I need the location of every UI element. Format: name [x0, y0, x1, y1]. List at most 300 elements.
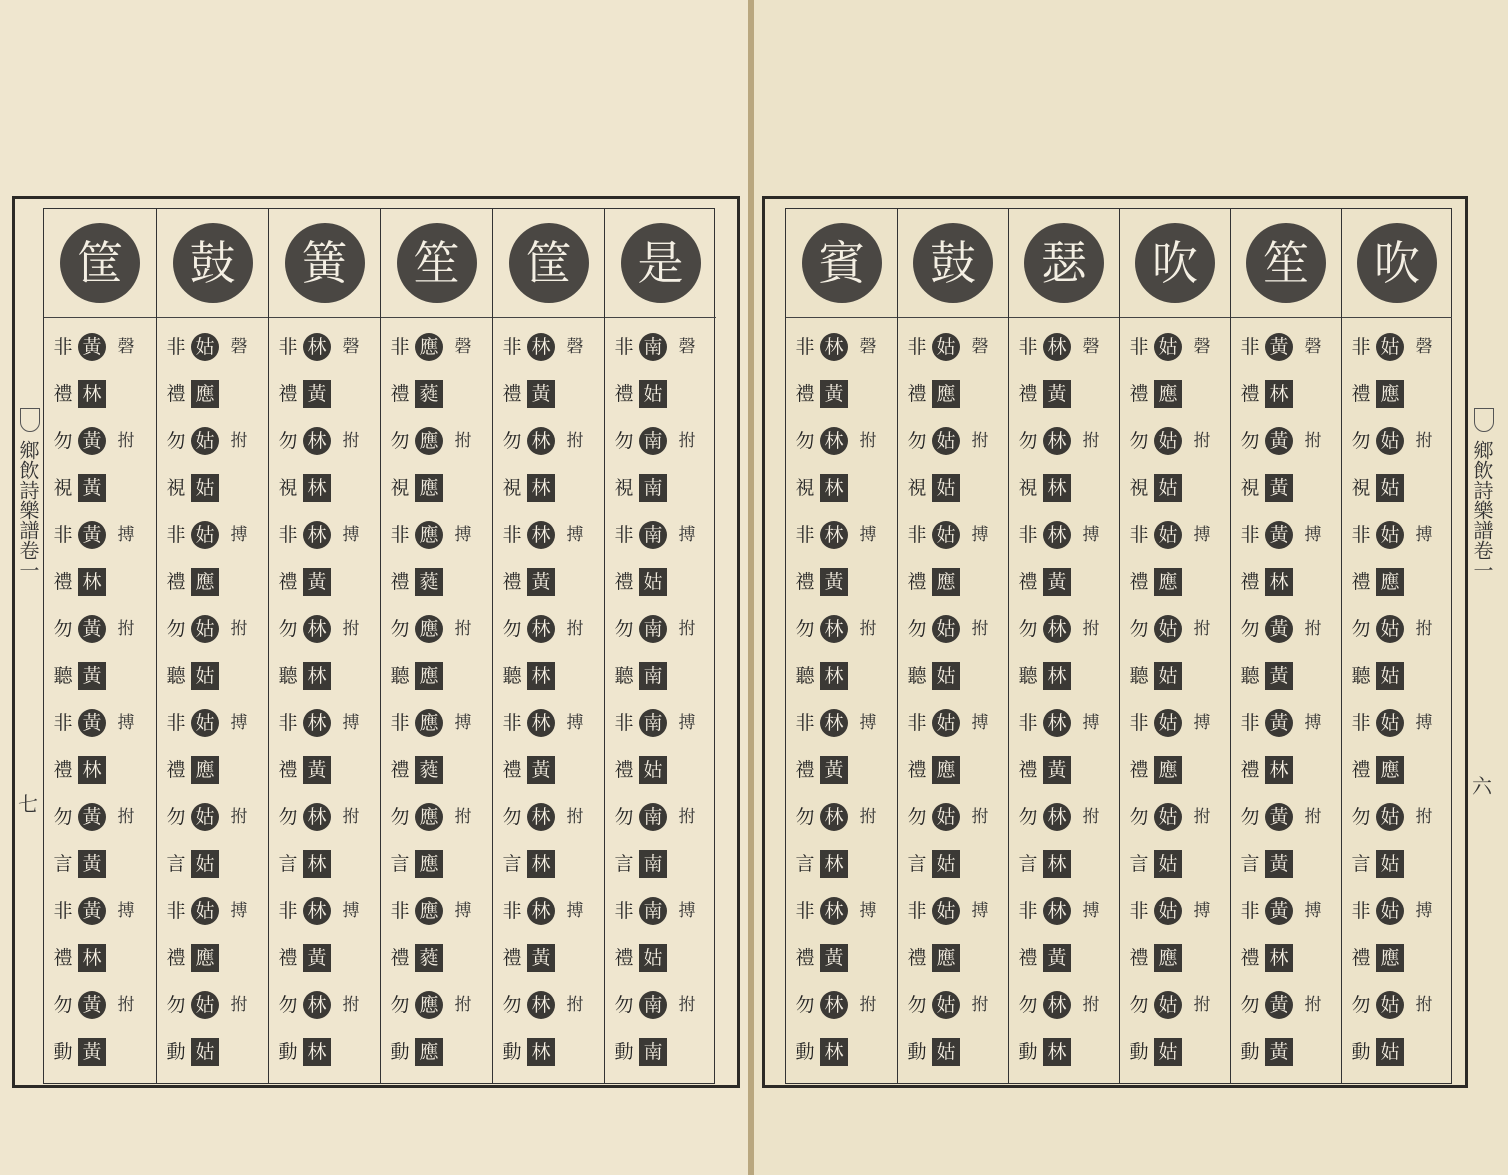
- score-row: [605, 744, 717, 796]
- score-row: [1120, 321, 1231, 373]
- lyric-char: 禮: [278, 383, 298, 405]
- percussion-mark: 拊: [566, 995, 584, 1015]
- lyric-char: 禮: [1240, 947, 1260, 969]
- percussion-mark: 拊: [1304, 995, 1322, 1015]
- pitch-note: 姑: [191, 709, 219, 737]
- lyric-char: 勿: [166, 618, 186, 640]
- score-row: [493, 697, 605, 749]
- lyric-char: 禮: [614, 947, 634, 969]
- score-row: [381, 838, 493, 890]
- pitch-note: 姑: [191, 521, 219, 549]
- pitch-note: 姑: [932, 709, 960, 737]
- pitch-note: 南: [639, 897, 667, 925]
- header-rule: [1342, 317, 1452, 318]
- lyric-char: 禮: [1129, 571, 1149, 593]
- pitch-note: 黃: [1265, 1038, 1293, 1066]
- pitch-note: 黃: [1265, 991, 1293, 1019]
- lyric-char: 勿: [614, 806, 634, 828]
- pitch-note: 姑: [1376, 521, 1404, 549]
- lyric-char: 勿: [1351, 994, 1371, 1016]
- pitch-note: 應: [1154, 380, 1182, 408]
- pitch-note: 林: [527, 709, 555, 737]
- pitch-note: 姑: [639, 944, 667, 972]
- percussion-mark: 磬: [342, 337, 360, 357]
- percussion-mark: 拊: [454, 431, 472, 451]
- instrument-header: 筐: [509, 223, 589, 303]
- percussion-mark: 搏: [117, 525, 135, 545]
- left-margin-title: [16, 440, 40, 580]
- percussion-mark: 拊: [454, 619, 472, 639]
- lyric-char: 動: [390, 1041, 410, 1063]
- pitch-note: 姑: [932, 427, 960, 455]
- pitch-note: 應: [1376, 568, 1404, 596]
- lyric-char: 勿: [1018, 430, 1038, 452]
- lyric-char: 勿: [502, 806, 522, 828]
- pitch-note: 應: [415, 709, 443, 737]
- lyric-char: 勿: [278, 806, 298, 828]
- lyric-char: 禮: [390, 759, 410, 781]
- lyric-char: 禮: [614, 759, 634, 781]
- pitch-note: 林: [527, 427, 555, 455]
- lyric-char: 非: [795, 336, 815, 358]
- lyric-char: 勿: [390, 806, 410, 828]
- pitch-note: 黃: [78, 1038, 106, 1066]
- pitch-note: 黃: [820, 380, 848, 408]
- pitch-note: 姑: [639, 756, 667, 784]
- score-row: [381, 509, 493, 561]
- percussion-mark: 拊: [678, 619, 696, 639]
- pitch-note: 林: [303, 427, 331, 455]
- lyric-char: 禮: [502, 947, 522, 969]
- lyric-char: 言: [1018, 853, 1038, 875]
- lyric-char: 非: [390, 712, 410, 734]
- lyric-char: 禮: [390, 383, 410, 405]
- lyric-char: 勿: [502, 618, 522, 640]
- pitch-note: 姑: [1376, 850, 1404, 878]
- lyric-char: 視: [390, 477, 410, 499]
- lyric-char: 聽: [1018, 665, 1038, 687]
- lyric-char: 聽: [53, 665, 73, 687]
- score-row: [1120, 697, 1231, 749]
- score-row: [44, 650, 156, 702]
- lyric-char: 聽: [166, 665, 186, 687]
- score-row: [44, 556, 156, 608]
- lyric-char: 勿: [390, 618, 410, 640]
- pitch-note: 黃: [78, 615, 106, 643]
- percussion-mark: 拊: [117, 431, 135, 451]
- score-row: [44, 791, 156, 843]
- lyric-char: 勿: [1129, 430, 1149, 452]
- lyric-char: 非: [1129, 524, 1149, 546]
- pitch-note: 林: [1043, 427, 1071, 455]
- lyric-char: 非: [1351, 712, 1371, 734]
- pitch-note: 林: [527, 333, 555, 361]
- pitch-note: 姑: [932, 897, 960, 925]
- score-row: [1342, 932, 1453, 984]
- pitch-note: 林: [1043, 850, 1071, 878]
- score-row: [44, 509, 156, 561]
- score-row: [605, 509, 717, 561]
- lyric-char: 非: [166, 900, 186, 922]
- percussion-mark: 搏: [117, 901, 135, 921]
- pitch-note: 姑: [191, 662, 219, 690]
- score-row: [381, 556, 493, 608]
- pitch-note: 南: [639, 803, 667, 831]
- lyric-char: 非: [1018, 524, 1038, 546]
- percussion-mark: 磬: [454, 337, 472, 357]
- lyric-char: 禮: [1129, 759, 1149, 781]
- pitch-note: 南: [639, 1038, 667, 1066]
- lyric-char: 非: [1240, 900, 1260, 922]
- header-rule: [898, 317, 1008, 318]
- pitch-note: 應: [932, 944, 960, 972]
- pitch-note: 應: [415, 427, 443, 455]
- score-row: [44, 368, 156, 420]
- pitch-note: 林: [303, 521, 331, 549]
- pitch-note: 黃: [1265, 427, 1293, 455]
- score-row: [493, 603, 605, 655]
- score-row: [157, 744, 269, 796]
- percussion-mark: 搏: [454, 525, 472, 545]
- pitch-note: 黃: [527, 756, 555, 784]
- score-row: [898, 368, 1009, 420]
- pitch-note: 黃: [1265, 474, 1293, 502]
- lyric-char: 禮: [1240, 571, 1260, 593]
- header-rule: [269, 317, 380, 318]
- pitch-note: 黃: [1265, 521, 1293, 549]
- pitch-note: 林: [303, 662, 331, 690]
- pitch-note: 林: [527, 662, 555, 690]
- score-row: [1009, 744, 1120, 796]
- percussion-mark: 拊: [859, 807, 877, 827]
- score-row: [898, 838, 1009, 890]
- lyric-char: 非: [1351, 900, 1371, 922]
- pitch-note: 姑: [1376, 333, 1404, 361]
- score-row: [1120, 979, 1231, 1031]
- lyric-char: 視: [166, 477, 186, 499]
- percussion-mark: 拊: [1304, 807, 1322, 827]
- header-rule: [786, 317, 897, 318]
- lyric-char: 動: [166, 1041, 186, 1063]
- lyric-char: 非: [166, 712, 186, 734]
- instrument-header: 是: [621, 223, 701, 303]
- pitch-note: 黃: [1265, 662, 1293, 690]
- pitch-note: 姑: [1376, 709, 1404, 737]
- lyric-char: 非: [614, 524, 634, 546]
- pitch-note: 應: [415, 333, 443, 361]
- score-row: [493, 885, 605, 937]
- pitch-note: 林: [1265, 944, 1293, 972]
- score-row: [269, 368, 381, 420]
- instrument-header: 簧: [285, 223, 365, 303]
- lyric-char: 非: [1129, 900, 1149, 922]
- score-row: [493, 1026, 605, 1078]
- score-row: [269, 1026, 381, 1078]
- score-row: [786, 697, 897, 749]
- percussion-mark: 磬: [678, 337, 696, 357]
- percussion-mark: 磬: [1415, 337, 1433, 357]
- lyric-char: 禮: [907, 383, 927, 405]
- percussion-mark: 拊: [230, 431, 248, 451]
- percussion-mark: 搏: [1082, 525, 1100, 545]
- percussion-mark: 拊: [859, 995, 877, 1015]
- pitch-note: 姑: [932, 850, 960, 878]
- score-row: [381, 321, 493, 373]
- lyric-char: 禮: [1240, 759, 1260, 781]
- pitch-note: 林: [527, 521, 555, 549]
- percussion-mark: 拊: [971, 431, 989, 451]
- pitch-note: 黃: [527, 944, 555, 972]
- lyric-char: 禮: [390, 571, 410, 593]
- score-row: [898, 321, 1009, 373]
- lyric-char: 非: [1129, 712, 1149, 734]
- score-row: [605, 415, 717, 467]
- percussion-mark: 拊: [230, 619, 248, 639]
- score-row: [1231, 556, 1342, 608]
- score-row: [381, 368, 493, 420]
- score-row: [605, 368, 717, 420]
- pitch-note: 蕤: [415, 380, 443, 408]
- percussion-mark: 搏: [454, 713, 472, 733]
- pitch-note: 黃: [820, 944, 848, 972]
- pitch-note: 林: [527, 1038, 555, 1066]
- pitch-note: 林: [1043, 803, 1071, 831]
- lyric-char: 非: [614, 336, 634, 358]
- percussion-mark: 搏: [1082, 901, 1100, 921]
- pitch-note: 應: [932, 756, 960, 784]
- pitch-note: 林: [820, 521, 848, 549]
- percussion-mark: 搏: [342, 901, 360, 921]
- pitch-note: 黃: [78, 521, 106, 549]
- pitch-note: 姑: [1154, 850, 1182, 878]
- score-row: [44, 979, 156, 1031]
- pitch-note: 應: [1154, 944, 1182, 972]
- pitch-note: 姑: [932, 991, 960, 1019]
- score-row: [786, 932, 897, 984]
- lyric-char: 勿: [166, 806, 186, 828]
- lyric-char: 非: [1018, 900, 1038, 922]
- percussion-mark: 磬: [566, 337, 584, 357]
- lyric-char: 非: [278, 900, 298, 922]
- lyric-char: 視: [53, 477, 73, 499]
- book-spine: [748, 0, 754, 1175]
- pitch-note: 林: [78, 944, 106, 972]
- pitch-note: 林: [820, 850, 848, 878]
- lyric-char: 非: [907, 900, 927, 922]
- score-row: [157, 1026, 269, 1078]
- score-row: [1120, 650, 1231, 702]
- lyric-char: 勿: [795, 806, 815, 828]
- pitch-note: 蕤: [415, 568, 443, 596]
- score-row: [1120, 932, 1231, 984]
- score-row: [269, 932, 381, 984]
- score-row: [786, 744, 897, 796]
- lyric-char: 非: [502, 336, 522, 358]
- pitch-note: 應: [932, 380, 960, 408]
- lyric-char: 視: [614, 477, 634, 499]
- score-row: [1342, 368, 1453, 420]
- lyric-char: 勿: [1351, 618, 1371, 640]
- score-row: [786, 791, 897, 843]
- lyric-char: 非: [907, 524, 927, 546]
- instrument-header: 瑟: [1024, 223, 1104, 303]
- pitch-note: 林: [303, 897, 331, 925]
- lyric-char: 勿: [166, 994, 186, 1016]
- pitch-note: 黃: [820, 756, 848, 784]
- fold-mark-right: [1474, 408, 1494, 432]
- score-row: [1009, 603, 1120, 655]
- score-row: [269, 321, 381, 373]
- pitch-note: 林: [820, 897, 848, 925]
- lyric-char: 勿: [1018, 806, 1038, 828]
- header-rule: [1009, 317, 1119, 318]
- score-row: [1342, 556, 1453, 608]
- lyric-char: 非: [907, 712, 927, 734]
- pitch-note: 黃: [78, 474, 106, 502]
- lyric-char: 禮: [53, 947, 73, 969]
- score-row: [44, 744, 156, 796]
- score-row: [381, 697, 493, 749]
- lyric-char: 勿: [1240, 994, 1260, 1016]
- score-row: [898, 791, 1009, 843]
- pitch-note: 黃: [303, 944, 331, 972]
- pitch-note: 南: [639, 427, 667, 455]
- lyric-char: 動: [53, 1041, 73, 1063]
- pitch-note: 應: [1376, 944, 1404, 972]
- lyric-char: 勿: [1018, 618, 1038, 640]
- percussion-mark: 磬: [1193, 337, 1211, 357]
- score-row: [786, 368, 897, 420]
- lyric-char: 非: [278, 524, 298, 546]
- pitch-note: 黃: [78, 991, 106, 1019]
- lyric-char: 勿: [1351, 430, 1371, 452]
- score-row: [44, 885, 156, 937]
- lyric-char: 非: [390, 900, 410, 922]
- percussion-mark: 搏: [230, 713, 248, 733]
- pitch-note: 應: [191, 756, 219, 784]
- pitch-note: 應: [1376, 756, 1404, 784]
- lyric-char: 勿: [907, 806, 927, 828]
- pitch-note: 林: [303, 709, 331, 737]
- left-score-table: [43, 208, 715, 1084]
- pitch-note: 林: [1043, 1038, 1071, 1066]
- lyric-char: 非: [1018, 712, 1038, 734]
- pitch-note: 姑: [1376, 474, 1404, 502]
- pitch-note: 應: [415, 850, 443, 878]
- lyric-char: 聽: [390, 665, 410, 687]
- lyric-char: 言: [1129, 853, 1149, 875]
- score-row: [269, 462, 381, 514]
- lyric-char: 勿: [614, 430, 634, 452]
- score-row: [898, 744, 1009, 796]
- percussion-mark: 磬: [1082, 337, 1100, 357]
- lyric-char: 勿: [1240, 618, 1260, 640]
- pitch-note: 林: [820, 709, 848, 737]
- lyric-char: 禮: [502, 759, 522, 781]
- score-row: [157, 932, 269, 984]
- lyric-char: 動: [614, 1041, 634, 1063]
- lyric-char: 聽: [1240, 665, 1260, 687]
- score-row: [157, 979, 269, 1031]
- score-row: [157, 697, 269, 749]
- pitch-note: 林: [1043, 991, 1071, 1019]
- score-row: [44, 462, 156, 514]
- pitch-note: 應: [1154, 568, 1182, 596]
- percussion-mark: 拊: [971, 807, 989, 827]
- score-row: [157, 791, 269, 843]
- lyric-char: 非: [795, 900, 815, 922]
- instrument-header: 賓: [802, 223, 882, 303]
- score-row: [1009, 838, 1120, 890]
- percussion-mark: 搏: [1082, 713, 1100, 733]
- pitch-note: 林: [1043, 897, 1071, 925]
- score-row: [157, 650, 269, 702]
- score-row: [1342, 321, 1453, 373]
- score-row: [44, 932, 156, 984]
- pitch-note: 林: [1043, 474, 1071, 502]
- margin-title-text: 鄉飲詩樂譜卷一: [1470, 440, 1494, 580]
- lyric-char: 非: [1240, 712, 1260, 734]
- pitch-note: 林: [1043, 333, 1071, 361]
- score-row: [786, 556, 897, 608]
- percussion-mark: 拊: [117, 619, 135, 639]
- lyric-char: 言: [390, 853, 410, 875]
- pitch-note: 林: [820, 474, 848, 502]
- score-row: [1342, 885, 1453, 937]
- percussion-mark: 搏: [678, 901, 696, 921]
- pitch-note: 姑: [1154, 333, 1182, 361]
- lyric-char: 勿: [1240, 806, 1260, 828]
- pitch-note: 黃: [1043, 568, 1071, 596]
- score-row: [269, 509, 381, 561]
- lyric-char: 勿: [502, 430, 522, 452]
- percussion-mark: 搏: [1304, 901, 1322, 921]
- lyric-char: 視: [1129, 477, 1149, 499]
- score-column: [786, 209, 897, 1083]
- pitch-note: 姑: [1376, 803, 1404, 831]
- score-row: [381, 603, 493, 655]
- percussion-mark: 拊: [1415, 995, 1433, 1015]
- score-row: [1342, 744, 1453, 796]
- pitch-note: 姑: [932, 662, 960, 690]
- lyric-char: 非: [502, 900, 522, 922]
- lyric-char: 非: [53, 712, 73, 734]
- score-row: [269, 979, 381, 1031]
- percussion-mark: 拊: [342, 619, 360, 639]
- lyric-char: 非: [53, 336, 73, 358]
- score-row: [1342, 791, 1453, 843]
- score-row: [786, 415, 897, 467]
- score-row: [1342, 462, 1453, 514]
- percussion-mark: 搏: [971, 901, 989, 921]
- percussion-mark: 搏: [454, 901, 472, 921]
- score-column: [1341, 209, 1452, 1083]
- lyric-char: 勿: [1129, 806, 1149, 828]
- pitch-note: 林: [1265, 756, 1293, 784]
- lyric-char: 非: [502, 712, 522, 734]
- score-row: [157, 838, 269, 890]
- pitch-note: 姑: [191, 991, 219, 1019]
- score-row: [157, 603, 269, 655]
- score-row: [605, 603, 717, 655]
- instrument-header: 吹: [1135, 223, 1215, 303]
- pitch-note: 林: [1043, 615, 1071, 643]
- right-score-table: [785, 208, 1452, 1084]
- score-row: [157, 885, 269, 937]
- pitch-note: 應: [932, 568, 960, 596]
- lyric-char: 言: [166, 853, 186, 875]
- score-row: [493, 791, 605, 843]
